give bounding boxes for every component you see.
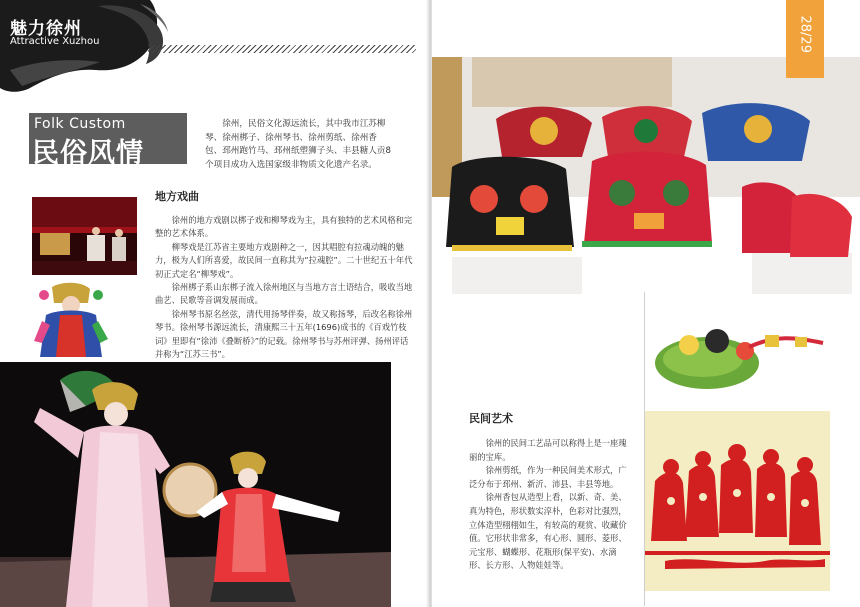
folk-custom-intro: 徐州，民俗文化源远流长，其中我市江苏柳琴、徐州梆子、徐州琴书、徐州剪纸、徐州香包、邳州跑竹马、邳州纸塑狮子头、丰县糖人贡8个项目成功入选国家级非物质文化遗产名录。 [205, 119, 391, 170]
opera-paragraph: 徐州的地方戏剧以梆子戏和柳琴戏为主，具有独特的艺术风格和完整的艺术体系。 [155, 215, 413, 239]
opera-paragraph: 徐州琴书原名丝弦，清代用扬琴伴奏，故又称扬琴，后改名称徐州琴书。徐州琴书源远流长，清康熙三十五年(1696)成书的《百戏竹枝词》里即有“徐沛《叠断桥》”的记载。徐州琴书与苏州评弹、扬州评话并称为“江苏三书”。 [155, 308, 413, 360]
opera-performance-photo [0, 362, 391, 607]
page-number: 28/29 [797, 15, 813, 53]
opera-paragraph: 徐州梆子系山东梆子流入徐州地区与当地方言土语结合，吸收当地曲艺、民歌等音调发展而成。 [155, 282, 413, 306]
sachet-photo [645, 295, 830, 401]
left-page [0, 0, 428, 607]
opera-stage-photo [32, 197, 137, 275]
crafts-section-title: 民间艺术 [469, 412, 513, 425]
crafts-paragraph: 徐州香包从造型上看，以新、奇、美、真为特色，形状数实淳朴，色彩对比强烈，立体造型栩栩如生，有较高的观赏、收藏价值。它形状非常多，有心形、圆形、菱形、元宝形、蝴蝶形、花瓶形(保平安)、水滴形、长方形、人物娃娃等。 [469, 492, 627, 571]
crafts-paragraph: 徐州剪纸，作为一种民间美术形式，广泛分布于邳州、新沂、沛县、丰县等地。 [469, 465, 627, 489]
opera-section-body [155, 214, 415, 361]
opera-section-title: 地方戏曲 [155, 190, 199, 203]
crafts-paragraph: 徐州的民间工艺品可以称得上是一座瑰丽的宝库。 [469, 438, 627, 462]
right-page [432, 0, 860, 607]
magazine-title: 魅力徐州 [10, 19, 82, 39]
vertical-rule [644, 292, 645, 606]
crafts-section-body [469, 437, 631, 573]
magazine-subtitle: Attractive Xuzhou [10, 36, 100, 47]
hatched-rule [148, 45, 416, 53]
folk-custom-chinese-title: 民俗风情 [32, 138, 144, 169]
tiger-hats-photo [432, 57, 860, 294]
papercut-photo [645, 411, 830, 591]
opera-performer-photo [32, 281, 110, 357]
opera-paragraph: 柳琴戏是江苏省主要地方戏剧种之一，因其唱腔有拉魂动魄的魅力，极为人们所喜爱，故民间一直称其为“拉魂腔”。二十世纪五十年代初正式定名“柳琴戏”。 [155, 241, 413, 279]
folk-custom-english-title: Folk Custom [34, 116, 126, 132]
